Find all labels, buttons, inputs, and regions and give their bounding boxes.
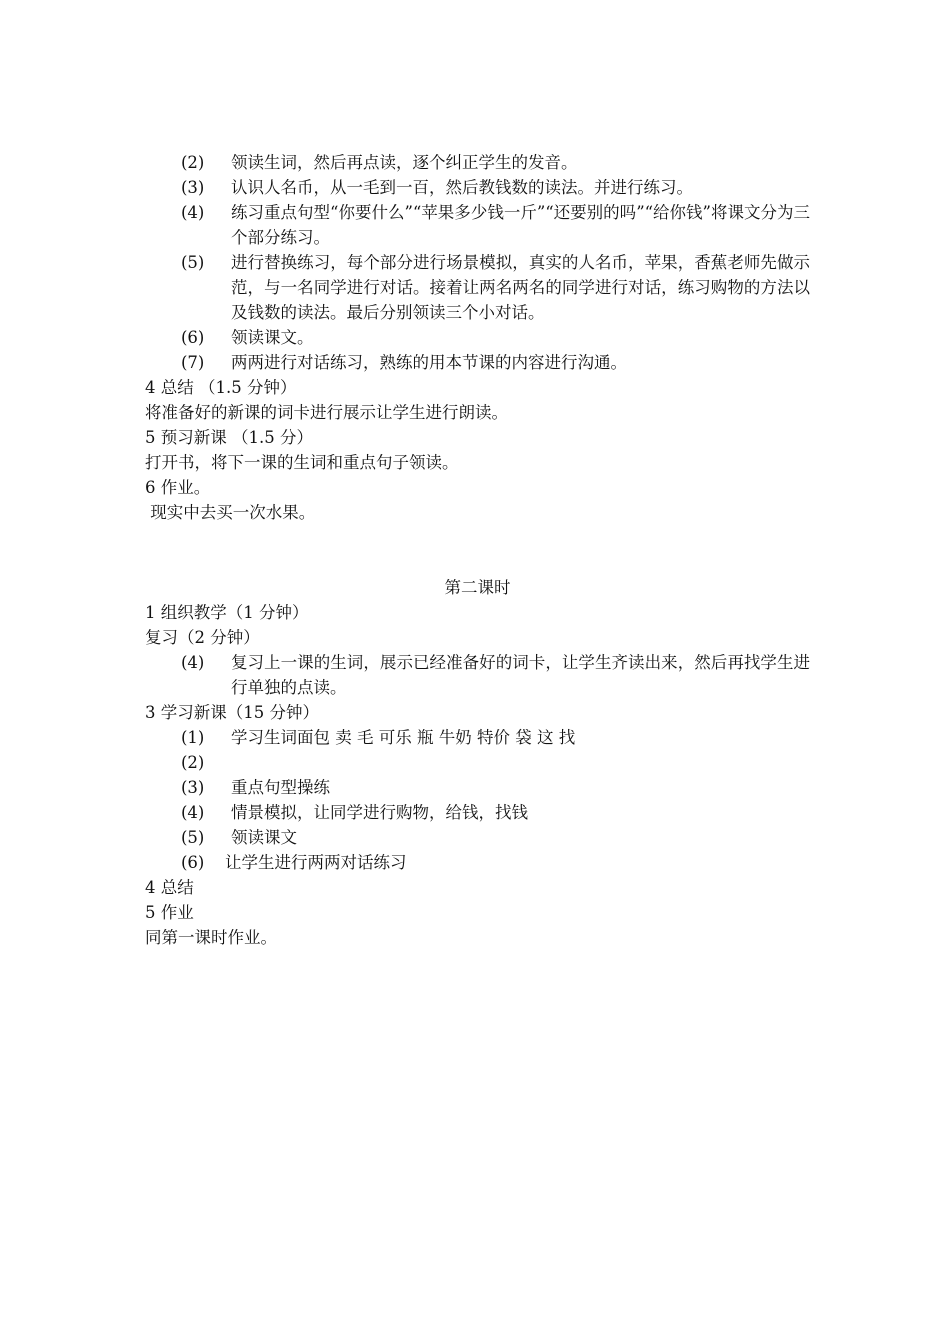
list-item <box>181 650 810 700</box>
item-text: 重点句型操练 <box>231 778 330 797</box>
item-text: 让学生进行两两对话练习 <box>225 853 407 872</box>
homework-heading: 5 作业 <box>145 903 194 922</box>
section-title: 第二课时 <box>444 578 511 597</box>
list-item <box>181 175 810 200</box>
summary-text: 将准备好的新课的词卡进行展示让学生进行朗读。 <box>145 403 508 422</box>
item-number: (7) <box>181 353 205 372</box>
preview-heading: 5 预习新课 （1.5 分） <box>145 428 313 447</box>
item-number: (5) <box>181 253 205 272</box>
item-text: 练习重点句型“你要什么”“苹果多少钱一斤”“还要别的吗”“给你钱”将课文分为三个部分练习。 <box>231 203 810 247</box>
list-item <box>181 200 810 250</box>
list-item <box>181 150 810 175</box>
list-item <box>181 850 810 875</box>
item-text: 领读课文。 <box>231 328 314 347</box>
item-number: (4) <box>181 653 205 672</box>
item-number: (3) <box>181 178 205 197</box>
item-number: (3) <box>181 778 205 797</box>
list-item <box>181 250 810 325</box>
item-number: (2) <box>181 153 205 172</box>
item-text: 学习生词面包 卖 毛 可乐 瓶 牛奶 特价 袋 这 找 <box>231 728 576 747</box>
summary-heading: 4 总结 <box>145 878 194 897</box>
homework-heading: 6 作业。 <box>145 478 211 497</box>
item-text: 情景模拟，让同学进行购物，给钱，找钱 <box>231 803 528 822</box>
item-text: 进行替换练习，每个部分进行场景模拟，真实的人名币，苹果，香蕉老师先做示范，与一名同学进行对话。接着让两名两名的同学进行对话，练习购物的方法以及钱数的读法。最后分别领读三个小对话。 <box>231 253 810 322</box>
homework-text: 同第一课时作业。 <box>145 928 277 947</box>
summary-heading: 4 总结 （1.5 分钟） <box>145 378 297 397</box>
list-item <box>181 325 810 350</box>
item-number: (6) <box>181 853 205 872</box>
item-number: (4) <box>181 803 205 822</box>
item-number: (6) <box>181 328 205 347</box>
item-text: 领读生词，然后再点读，逐个纠正学生的发音。 <box>231 153 578 172</box>
document-body <box>145 150 810 950</box>
list-item <box>181 750 810 775</box>
item-number: (2) <box>181 753 205 772</box>
list-item <box>181 775 810 800</box>
list-item <box>181 800 810 825</box>
spacer <box>145 525 810 575</box>
item-text: 认识人名币，从一毛到一百，然后教钱数的读法。并进行练习。 <box>231 178 693 197</box>
new-lesson-heading: 3 学习新课（15 分钟） <box>145 703 319 722</box>
item-text: 领读课文 <box>231 828 297 847</box>
item-number: (4) <box>181 203 205 222</box>
item-number: (1) <box>181 728 205 747</box>
org-heading: 1 组织教学（1 分钟） <box>145 603 309 622</box>
list-item <box>181 725 810 750</box>
homework-text: 现实中去买一次水果。 <box>145 503 316 522</box>
list-item <box>181 350 810 375</box>
item-number: (5) <box>181 828 205 847</box>
review-heading: 复习（2 分钟） <box>145 628 260 647</box>
item-text: 复习上一课的生词，展示已经准备好的词卡，让学生齐读出来，然后再找学生进行单独的点读。 <box>231 653 810 697</box>
list-item <box>181 825 810 850</box>
preview-text: 打开书，将下一课的生词和重点句子领读。 <box>145 453 459 472</box>
item-text: 两两进行对话练习，熟练的用本节课的内容进行沟通。 <box>231 353 627 372</box>
item-text <box>231 750 810 775</box>
